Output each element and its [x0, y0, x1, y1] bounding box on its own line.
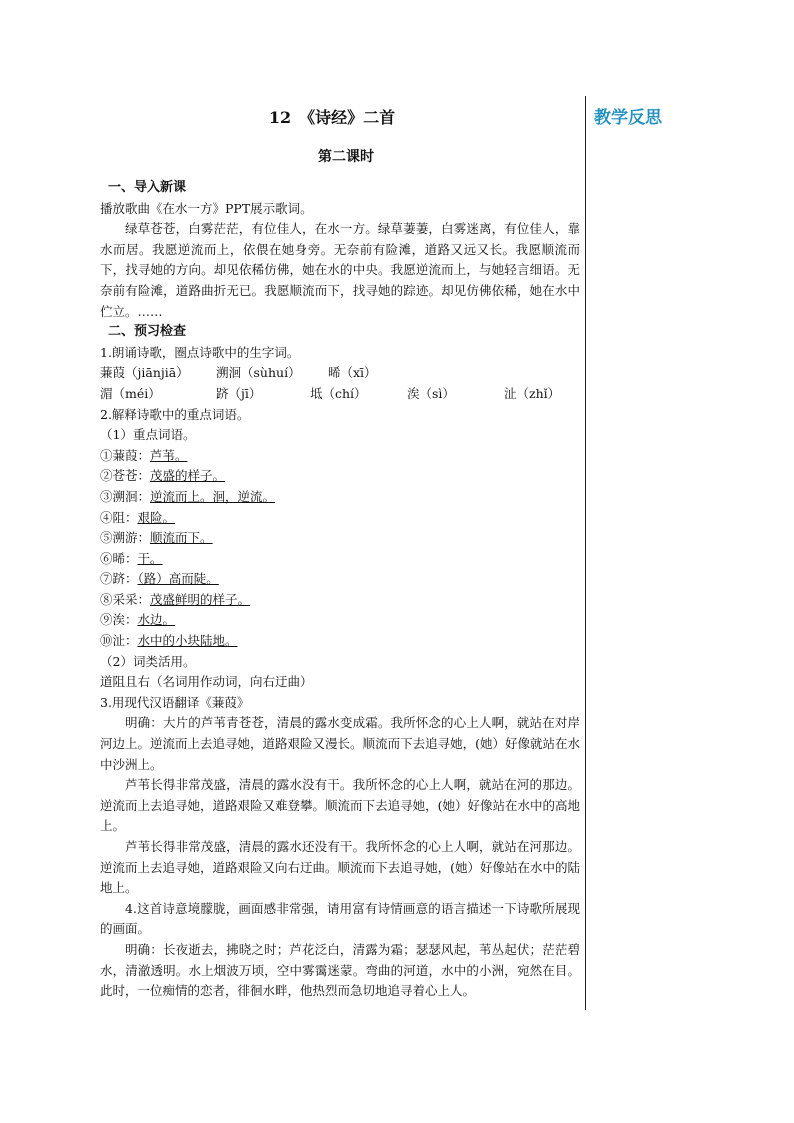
translation-text: 大片的芦苇青苍苍，清晨的露水变成霜。我所怀念的心上人啊，就站在对岸河边上。逆流而上去追寻她，道路艰险又漫长。顺流而下去追寻她，(她）好像就站在水中沙洲上。: [100, 715, 580, 772]
term-definition: 芦苇。: [150, 447, 188, 463]
term-word: ②苍苍：: [100, 468, 151, 484]
answer-text: 长夜逝去，拂晓之时；芦花泛白，清露为霜；瑟瑟风起，苇丛起伏；茫茫碧水，清澈透明。水上烟波万顷，空中雾霭迷蒙。弯曲的河道，水中的小洲，宛然在目。此时，一位痴情的恋者，徘徊水畔，他热烈而急切地追寻着心上人。: [100, 941, 580, 999]
intro-text: 播放歌曲《在水一方》PPT展示歌词。: [100, 200, 313, 216]
term-definition: 干。: [137, 550, 163, 566]
teaching-reflection-heading: 教学反思: [594, 108, 662, 128]
lesson-content: [100, 104, 580, 1002]
term-word: ④阻：: [100, 509, 138, 525]
term-item: [100, 610, 580, 631]
pinyin-item: 涘（sì）: [407, 385, 455, 401]
pinyin-row-1: [100, 363, 580, 384]
pinyin-item: 晞（xī）: [328, 365, 377, 381]
term-item: [100, 549, 580, 570]
term-item: [100, 528, 580, 549]
term-word: ⑨涘：: [100, 612, 138, 628]
pinyin-row-2: [100, 384, 580, 405]
term-definition: 茂盛的样子。: [150, 468, 226, 484]
column-divider: [585, 96, 586, 1010]
term-definition: 水中的小块陆地。: [137, 633, 238, 649]
term-word: ⑥晞：: [100, 550, 138, 566]
question-4: 4.这首诗意境朦胧，画面感非常强，请用富有诗情画意的语言描述一下诗歌所展现的画面。: [100, 900, 580, 937]
term-word: ⑦跻：: [100, 571, 138, 587]
section-heading-intro: 一、导入新课: [108, 180, 187, 195]
question-2: 2.解释诗歌中的重点词语。: [100, 406, 250, 422]
term-definition: （路）高而陡。: [137, 571, 219, 587]
term-item: [100, 569, 580, 590]
term-item: [100, 631, 580, 652]
question-1: 1.朗诵诗歌，圈点诗歌中的生字词。: [100, 344, 300, 360]
pinyin-item: 沚（zhǐ）: [504, 385, 561, 401]
term-item: [100, 487, 580, 508]
translation-stanza-3: 芦苇长得非常茂盛，清晨的露水还没有干。我所怀念的心上人啊，就站在河那边。逆流而上去追寻她，道路艰险又向右迂曲。顺流而下去追寻她，(她）好像站在水中的陆地上。: [100, 839, 580, 896]
term-word: ⑤溯游：: [100, 530, 151, 546]
pinyin-item: 溯洄（sùhuí）: [216, 365, 301, 381]
section-heading-preview: 二、预习检查: [108, 324, 187, 340]
lesson-title: 12 《诗经》二首: [268, 108, 396, 127]
lyrics-text: 绿草苍苍，白雾茫茫，有位佳人，在水一方。绿草萋萋，白雾迷离，有位佳人，靠水而居。我愿逆流而上，依偎在她身旁。无奈前有险滩，道路又远又长。我愿顺流而下，找寻她的方向。却见依稀仿佛，她在水的中央。我愿逆流而上，与她轻言细语。无奈前有险滩，道路曲折无已。我愿顺流而下，找寻她的踪迹。却见仿佛依稀，她在水中伫立。……: [100, 221, 580, 319]
term-item: [100, 466, 580, 487]
term-word: ③溯洄：: [100, 488, 151, 504]
term-word: ①蒹葭：: [100, 447, 151, 463]
answer-label: 明确：: [125, 715, 163, 731]
pinyin-item: 坻（chí）: [310, 385, 367, 401]
term-word: ⑧采采：: [100, 591, 151, 607]
subsection-key-words: （1）重点词语。: [100, 427, 196, 443]
pinyin-item: 蒹葭（jiānjiā）: [100, 365, 189, 381]
term-item: [100, 446, 580, 467]
term-item: [100, 508, 580, 529]
lesson-subtitle: 第二课时: [318, 149, 374, 165]
answer-4: [100, 940, 580, 1002]
term-definition: 逆流而上。洄，逆流。: [150, 488, 276, 504]
term-item: [100, 590, 580, 611]
pinyin-item: 湄（méi）: [100, 385, 161, 401]
translation-stanza-2: 芦苇长得非常茂盛，清晨的露水没有干。我所怀念的心上人啊，就站在河的那边。逆流而上去追寻她，道路艰险又难登攀。顺流而下去追寻她，(她）好像站在水中的高地上。: [100, 777, 580, 834]
question-3: 3.用现代汉语翻译《蒹葭》: [100, 694, 250, 710]
term-definition: 艰险。: [137, 509, 176, 525]
word-usage-example: 道阻且右（名词用作动词，向右迂曲）: [100, 674, 313, 690]
term-word: ⑩沚：: [100, 633, 138, 649]
translation-stanza-1: [100, 713, 580, 775]
subsection-word-usage: （2）词类活用。: [100, 653, 196, 669]
term-definition: 茂盛鲜明的样子。: [150, 591, 251, 607]
answer-label: 明确：: [125, 941, 163, 957]
term-definition: 水边。: [137, 612, 176, 628]
term-definition: 顺流而下。: [150, 530, 213, 546]
term-list: [100, 446, 580, 652]
pinyin-item: 跻（jī）: [216, 385, 262, 401]
